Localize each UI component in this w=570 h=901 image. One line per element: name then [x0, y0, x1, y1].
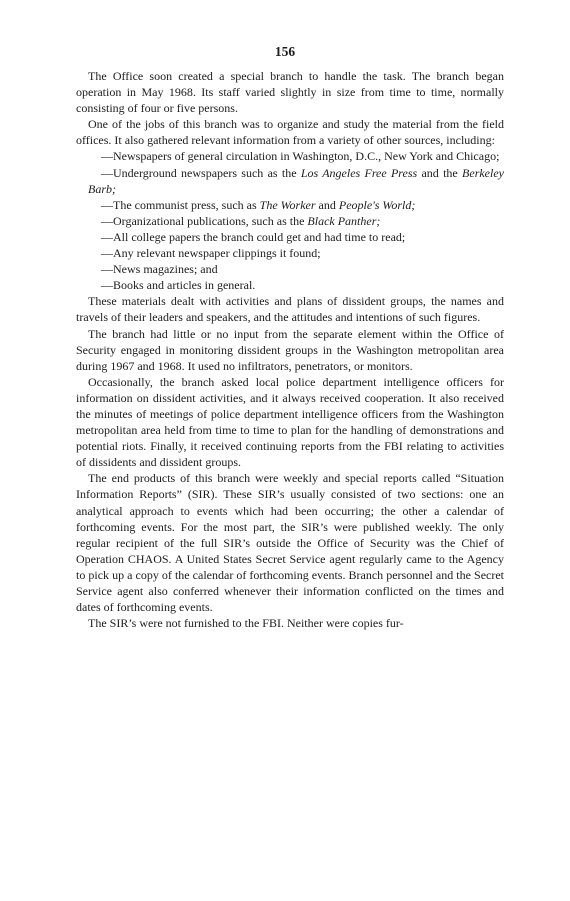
list-item: —Underground newspapers such as the Los Angeles Free Press and the Berkeley Barb; — [88, 165, 504, 196]
list-item: —Books and articles in general. — [101, 278, 256, 293]
paragraph: These materials dealt with activities and plans of dissident groups, the names and travels of their leaders and speakers, and the attitudes and intentions of such figures. — [76, 294, 504, 325]
paragraph: One of the jobs of this branch was to organize and study the material from the field offices. It also gathered relevant information from a variety of other sources, including: — [76, 117, 504, 148]
paragraph: The branch had little or no input from the separate element within the Office of Security engaged in monitoring dissident groups in the Washington metropolitan area during 1967 and 1968. It used no infiltrators, penetrators, or monitors. — [76, 326, 504, 373]
paragraph: The end products of this branch were weekly and special reports called “Situation Information Reports” (SIR). These SIR’s usually consisted of two sections: one an analytical approach to events which had been occurring; the other a calendar of forthcoming events. For the most part, the SIR’s were published weekly. The only regular recipient of the full SIR’s outside the Office of Security was the Chief of Operation CHAOS. A United States Secret Service agent regularly came to the Agency to pick up a copy of the calendar of forthcoming events. Branch personnel and the Secret Service agent also conferred whenever their information conflicted on the times and dates of forthcoming events. — [76, 471, 504, 615]
list-item: —The communist press, such as The Worker and People's World; — [101, 197, 416, 212]
list-item: —News magazines; and — [101, 262, 218, 277]
paragraph: The Office soon created a special branch to handle the task. The branch began operation in May 1968. Its staff varied slightly in size from time to time, normally consisting of four or five persons. — [76, 69, 504, 116]
paragraph: The SIR’s were not furnished to the FBI. Neither were copies fur- — [88, 616, 404, 631]
paragraph: Occasionally, the branch asked local police department intelligence officers for information on dissident activities, and it always received cooperation. It also received the minutes of meetings of police department intelligence officers from the Washington metropolitan area held from time to time to plan for the handling of demonstrations and potential riots. Finally, it received continuing reports from the FBI relating to activities of dissidents and dissident groups. — [76, 374, 504, 470]
list-item: —Organizational publications, such as the Black Panther; — [101, 213, 381, 228]
page-number: 156 — [274, 44, 296, 59]
body-text — [76, 68, 504, 631]
list-item: —Any relevant newspaper clippings it found; — [101, 246, 321, 261]
list-item: —Newspapers of general circulation in Washington, D.C., New York and Chicago; — [101, 149, 500, 164]
list-item: —All college papers the branch could get and had time to read; — [101, 229, 406, 244]
